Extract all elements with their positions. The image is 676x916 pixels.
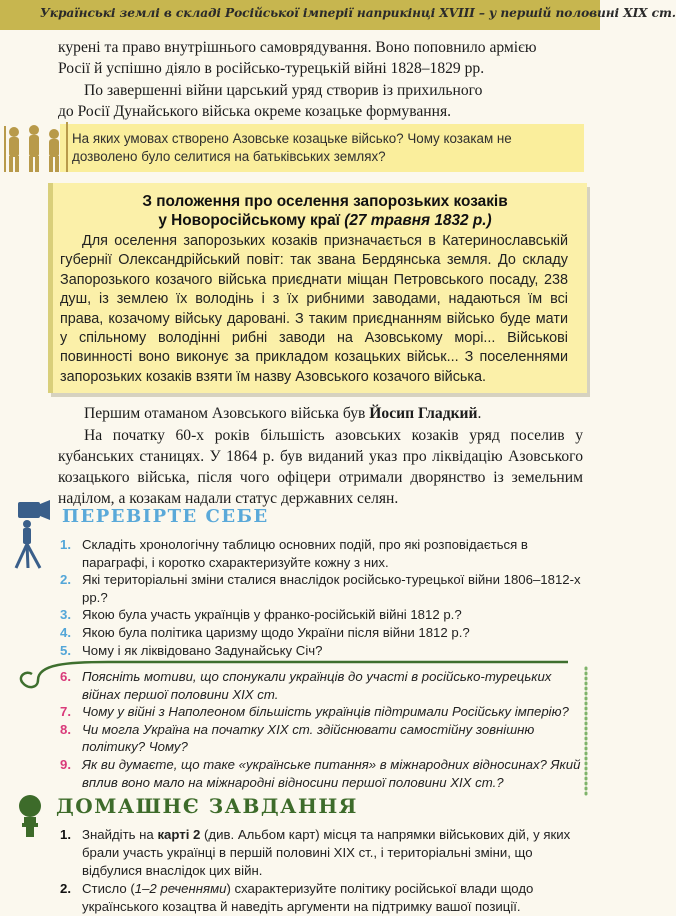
- item-text: Стисло (: [82, 881, 135, 896]
- review-questions-list: [56, 536, 586, 659]
- intro-paragraph-2: [58, 80, 583, 122]
- item-emphasis: 1–2 реченнями: [134, 881, 227, 896]
- homework-title: ДОМАШНЄ ЗАВДАННЯ: [56, 794, 358, 818]
- intro-line: Росії й успішно діяло в російсько-турецькій війні 1828–1829 рр.: [58, 60, 485, 77]
- title-date: (27 травня 1832 р.): [344, 212, 492, 229]
- map-reference: карті 2: [157, 827, 201, 842]
- list-item: [56, 721, 586, 756]
- lamp-icon: [12, 790, 48, 840]
- item-text: Як ви думаєте, що таке «українське питання» в міжнародних відносинах? Який вплив воно мало на міжнародні відносини першої половини XIX ст.?: [82, 756, 581, 790]
- intro-line: По завершенні війни царський уряд створив із прихильного: [84, 82, 483, 99]
- item-number: 8.: [60, 721, 71, 737]
- item-text: Чому у війні з Наполеоном більшість українців підтримали Російську імперію?: [82, 704, 569, 720]
- title-line: у Новоросійському краї: [158, 212, 340, 229]
- item-number: 4.: [60, 624, 71, 640]
- item-text: Чи могла Україна на початку XIX ст. здійснювати самостійну зовнішню політику? Чому?: [82, 721, 535, 755]
- cossacks-silhouette-icon: [0, 118, 80, 176]
- item-text: Знайдіть на: [82, 827, 158, 842]
- list-item: [56, 571, 586, 606]
- item-number: 1.: [60, 827, 71, 842]
- ataman-paragraph: [58, 403, 583, 424]
- intro-line: курені та право внутрішнього самоврядування. Воно поповнило армією: [58, 39, 537, 56]
- item-text: Якою була політика царизму щодо України після війни 1812 р.?: [82, 624, 470, 640]
- paragraph-text: Першим отаманом Азовського війська був: [84, 405, 370, 422]
- intro-paragraph-1: [58, 37, 583, 79]
- source-document-title: [80, 192, 570, 230]
- item-number: 7.: [60, 704, 71, 720]
- item-number: 9.: [60, 756, 71, 772]
- list-item: [56, 668, 586, 703]
- item-text: Якою була участь українців у франко-російській війні 1812 р.?: [82, 607, 462, 623]
- list-item: [56, 606, 586, 624]
- homework-list: [56, 826, 586, 916]
- item-text: Чому і як ліквідовано Задунайську Січ?: [82, 642, 323, 658]
- list-item: [56, 826, 586, 880]
- ataman-name: Йосип Гладкий: [369, 405, 478, 422]
- list-item: [56, 756, 586, 791]
- item-text: ) схарактеризуйте політику російської влади щодо українського козацтва й наведіть аргументи на підтримку вашої позиції.: [82, 881, 534, 914]
- paragraph-text: .: [477, 405, 482, 422]
- list-item: [56, 880, 586, 916]
- liquidation-paragraph: На початку 60-х років більшість азовських козаків уряд поселив у кубанських станицях. У 1864 р. був виданий указ про ліквідацію Азовського козацького війська, після чого офіцери отримали дворянство із земельним наділом, а козакам надали статус державних селян.: [58, 427, 583, 507]
- list-item: [56, 536, 586, 571]
- item-text: Поясніть мотиви, що спонукали українців до участі в російсько-турецьких війнах першої половини XIX ст.: [82, 669, 552, 702]
- check-yourself-title: ПЕРЕВІРТЕ СЕБЕ: [62, 506, 269, 527]
- intro-line: до Росії Дунайського війська окреме козацьке формування.: [58, 103, 452, 120]
- question-text: На яких умовах створено Азовське козацьке військо? Чому козакам не дозволено було селитися на батьківських землях?: [72, 131, 512, 164]
- item-number: 1.: [60, 537, 71, 552]
- item-text: (див. Альбом карт) місця та напрямки військових дій, у яких брали участь українці в першій половині XIX ст., і територіальні зміни, що відбулися внаслідок цих війн.: [82, 827, 571, 878]
- item-text: Складіть хронологічну таблицю основних подій, про які розповідається в параграфі, і коротко схарактеризуйте кожну з них.: [82, 537, 528, 570]
- list-item: [56, 703, 586, 721]
- creative-questions-list: [56, 668, 586, 791]
- list-item: [56, 624, 586, 642]
- item-number: 2.: [60, 572, 71, 588]
- item-number: 3.: [60, 607, 71, 623]
- running-header: Українські землі в складі Російської імперії наприкінці XVIII – у першій половині XIX ст.: [40, 6, 676, 20]
- item-number: 5.: [60, 642, 71, 658]
- photographer-camera-icon: [10, 496, 54, 570]
- source-document-body: Для оселення запорозьких козаків призначається в Катеринославській губернії Олександрійський повіт: так звана Бердянська земля. До складу Запорозького козачого війська приєднати міщан Петровського посаду, 238 душ, із землею їх володінь і з їх рибними заводами, надаються їм всі права, козачому війську даровані. З таким приєднанням військо буде мати у спільному володінні рибні заводи на Азовському морі... Військові повинності воно виконує за прикладом козацьких військ... З поселеннями запорозьких козаків взяти їм назву Азовського козачого війська.: [60, 233, 568, 385]
- item-text: Які територіальні зміни сталися внаслідок російсько-турецької війни 1806–1812-х рр.?: [82, 572, 581, 605]
- item-number: 2.: [60, 881, 71, 896]
- item-number: 6.: [60, 669, 71, 684]
- title-line: З положення про оселення запорозьких козаків: [142, 193, 508, 210]
